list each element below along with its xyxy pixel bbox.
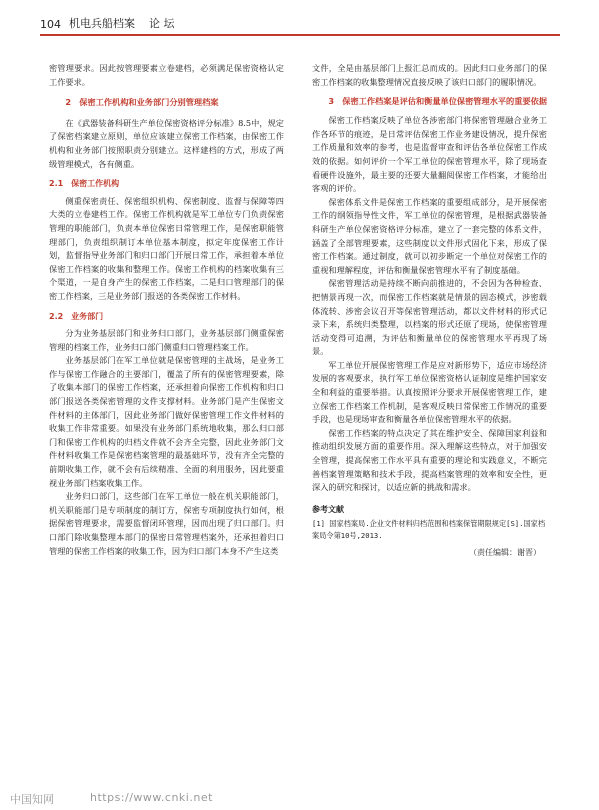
paragraph: 保密工作档案反映了单位各涉密部门将保密管理融合业务工作各环节的痕迹，是日常评估保密工作业务建设情况，提升保密工作质量和效率的参考，也是监督审查和评估各单位保密工作成效的依据。如何评价一个军工单位的保密管理水平，除了现场查看硬件设施外，最主要的还要大量翻阅保密工作档案，才能给出客观的评价。 <box>312 115 547 194</box>
paragraph: 保密管理活动是持续不断向前推进的，不会因为各种检查、把情景再现一次，而保密工作档案就是情景的固态模式，涉密载体流转、涉密会议召开等保密管理活动，都以文件材料的形式记录下来，系统归类整理，以档案的形式还原了现场，使保密管理活动变得可追溯，为评估和衡量单位的保密管理水平再现了场景。 <box>312 278 547 357</box>
reference-item: [1] 国家档案局.企业文件材料归档范围和档案保管期限规定[S].国家档案局令第10号,2013. <box>312 519 546 541</box>
references-title: 参考文献 <box>312 504 344 514</box>
paragraph: 军工单位开展保密管理工作是应对新形势下，适应市场经济发展的客观要求，执行军工单位保密资格认证制度是维护国家安全和利益的重要举措。认真按照评分要求开展保密管理工作，建立保密工作档案工作机制，是客观反映日常保密工作情况的重要手段，也是现场审查和衡量各单位保密管理水平的依据。 <box>312 359 547 425</box>
paragraph: 侧重保密责任、保密组织机构、保密制度、监督与保障等四大类的立卷建档工作。保密工作机构就是军工单位专门负责保密管理的职能部门，负责本单位保密日常管理工作，是保密职能管理部门，负责组织制订本单位基本制度，拟定年度保密工作计划，监督指导业务部门和归口部门开展日常工作，承担着本单位保密工作档案的收集和整理工作。保密工作机构的档案收集有三个渠道，一是自身产生的保密工作档案，二是归口管理部门的保密工作档案，三是业务部门报送的各类保密工作材料。 <box>49 195 284 301</box>
responsible-editor: （责任编辑：谢晋） <box>469 548 541 558</box>
cnki-logo-text: 中国知网 <box>10 793 54 806</box>
section-heading: 3 保密工作档案是评估和衡量单位保密管理水平的重要依据 <box>328 96 547 107</box>
paragraph: 业务归口部门，这些部门在军工单位一般在机关职能部门，机关职能部门是专项制度的制订方，保密专项制度执行如何，根据保密管理要求，需要监督闭环管理，因而出现了归口部门。归口部门除收集整理本部门的保密日常管理档案外，还承担着归口管理的保密工作档案的收集工作，因为归口部门本身不产生这类 <box>49 491 284 556</box>
paragraph: 在《武器装备科研生产单位保密资格评分标准》8.5中，规定了保密档案建立原则，单位应该建立保密工作档案，由保密工作机构和业务部门按照职责分别建立。这样建档的方式，形成了两级管理模式，各有侧重。 <box>49 117 284 169</box>
cnki-url: https://www.cnki.net <box>90 791 213 804</box>
left-column <box>49 62 284 558</box>
paragraph: 保密体系文件是保密工作档案的重要组成部分，是开展保密工作的纲领指导性文件，军工单位的保密管理，是根据武器装备科研生产单位保密资格评分标准，建立了一套完整的体系文件，涵盖了全部管理要素，这些制度以文件形式固化下来，形成了保密工作档案。通过制度，就可以初步断定一个单位对保密工作的重视和理解程度，评估和衡量保密管理水平有了制度基础。 <box>312 196 547 275</box>
page-header <box>40 14 560 36</box>
section-name: 论 坛 <box>149 17 175 30</box>
subsection-heading: 2.1 保密工作机构 <box>49 179 120 189</box>
journal-name: 机电兵船档案 <box>69 17 135 30</box>
subsection-heading: 2.2 业务部门 <box>49 311 104 321</box>
page-number: 104 <box>40 18 61 31</box>
watermark-footer <box>0 788 599 810</box>
paragraph: 密管理要求。因此按管理要素立卷建档，必须满足保密资格认定工作要求。 <box>49 63 284 87</box>
section-heading: 2 保密工作机构和业务部门分别管理档案 <box>65 97 219 108</box>
paragraph: 分为业务基层部门和业务归口部门，业务基层部门侧重保密管理的档案工作，业务归口部门侧重归口管理档案工作。 <box>49 328 284 352</box>
paragraph: 文件，全是由基层部门上报汇总而成的。因此归口业务部门的保密工作档案的收集整理情况直接反映了该归口部门的履职情况。 <box>312 63 547 87</box>
paragraph: 保密工作档案的特点决定了其在维护安全、保障国家利益和推动组织发展方面的重要作用。深入理解这些特点，对于加强安全管理，提高保密工作水平具有重要的理论和实践意义，不断完善档案管理策略和技术手段，提高档案管理的效率和安全性，更深入的研究和探讨，以适应新的挑战和需求。 <box>312 427 547 493</box>
paragraph: 业务基层部门在军工单位就是保密管理的主战场，是业务工作与保密工作融合的主要部门，覆盖了所有的保密管理要素，除了收集本部门的保密工作档案，还承担着向保密工作机构和归口部门报送各类保密管理的文件支撑材料。业务部门是产生保密文件材料的主体部门，因此业务部门做好保密管理工作文件材料的收集工作非常重要。如果没有业务部门系统地收集，那么归口部门和保密工作机构的归档文件就不会齐全完整，因此业务部门文件材料收集工作是保密档案管理的最基础环节，没有齐全完整的前期收集工作，就不会有后续精准、全面的利用服务，因此要重视业务部门档案收集工作。 <box>49 355 284 488</box>
right-column <box>312 62 547 560</box>
